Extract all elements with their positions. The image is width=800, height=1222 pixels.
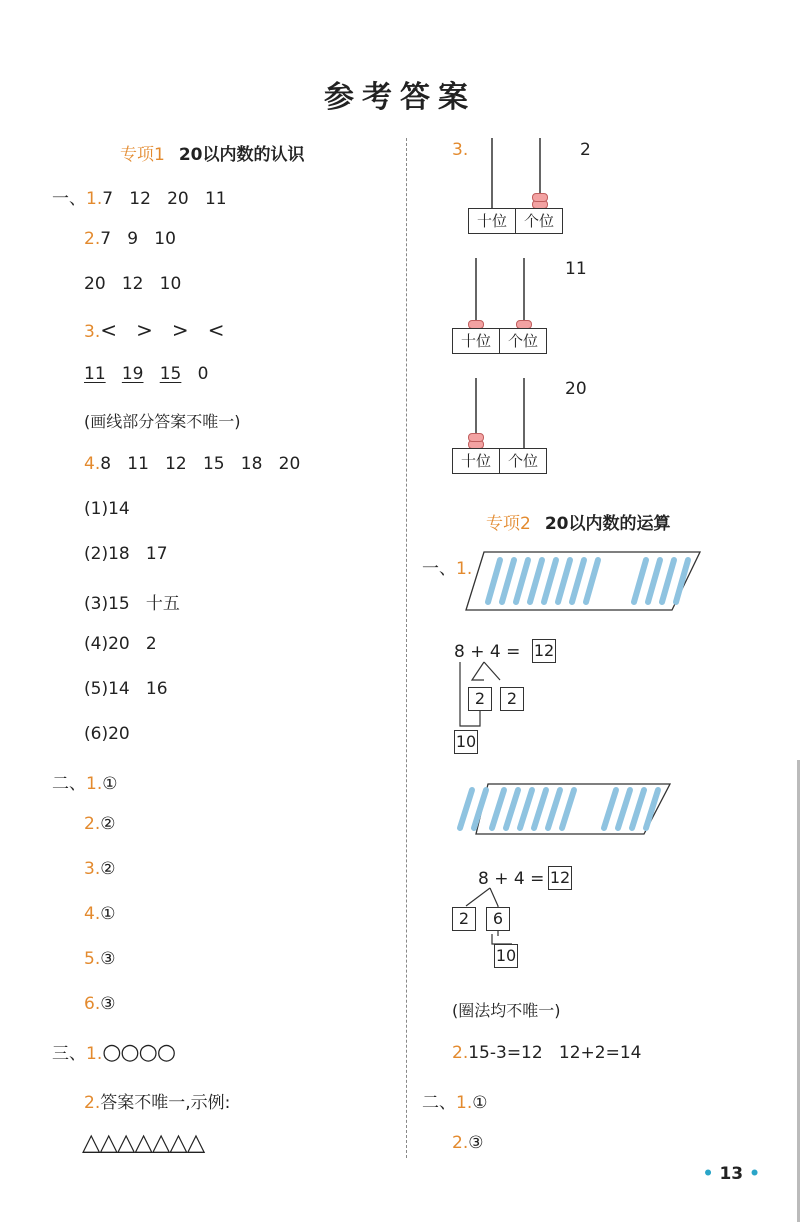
question-number: 1. — [456, 559, 473, 579]
note-text: (画线部分答案不唯一) — [84, 412, 241, 431]
question-number: 1. — [86, 1044, 103, 1064]
answer-text: 20 12 10 — [84, 274, 182, 294]
answer-text: ② — [100, 859, 116, 879]
question-row — [84, 318, 224, 342]
question-row — [52, 1039, 175, 1065]
equals-sign: = — [506, 642, 521, 662]
page-title: 参考答案 — [324, 80, 476, 115]
question-row — [84, 814, 115, 834]
question-row — [84, 859, 115, 879]
question-number: 5. — [84, 949, 101, 969]
operand: 4 — [513, 869, 525, 889]
section-tag: 专项2 — [486, 514, 531, 534]
question-number: 6. — [84, 994, 101, 1014]
sub-answer: (4)20 2 — [84, 634, 157, 654]
sub-answer: (2)18 17 — [84, 544, 168, 564]
question-row — [52, 769, 117, 794]
ones-rod — [523, 378, 525, 448]
abacus-value: 2 — [580, 140, 591, 160]
question-number: 2. — [452, 1043, 469, 1063]
answer-text: 7 9 10 — [100, 229, 176, 249]
question-row — [84, 904, 115, 924]
place-value-box — [468, 208, 563, 234]
sticks-group — [460, 790, 658, 828]
part-label: 一、 — [52, 189, 86, 209]
question-number: 3. — [84, 859, 101, 879]
page-number — [697, 1164, 766, 1184]
sticks-illustration — [448, 780, 674, 838]
operand: 4 — [489, 642, 501, 662]
question-number: 1. — [86, 189, 103, 209]
tens-rod — [475, 258, 477, 328]
operator: + — [494, 869, 509, 889]
split-box: 6 — [486, 907, 510, 931]
tens-label: 十位 — [460, 452, 491, 470]
question-number: 1. — [456, 1093, 473, 1113]
section-name: 20以内数的运算 — [544, 514, 671, 534]
answer-text: ③ — [468, 1133, 484, 1153]
question-number: 1. — [86, 774, 103, 794]
sum-box: 10 — [494, 944, 518, 968]
question-number: 3. — [84, 322, 101, 342]
question-number: 2. — [84, 814, 101, 834]
section-name: 20以内数的认识 — [178, 145, 305, 165]
part-label: 一、 — [422, 559, 456, 579]
bead — [468, 433, 484, 442]
sub-answer: (3)15 十五 — [84, 594, 180, 614]
operand: 8 — [478, 869, 489, 889]
underlined-answer: 15 — [159, 364, 182, 384]
question-number: 3. — [452, 140, 469, 160]
question-number: 2. — [452, 1133, 469, 1153]
answer-text: 答案不唯一,示例: — [100, 1093, 231, 1113]
ones-label: 个位 — [499, 329, 546, 353]
split-box: 2 — [452, 907, 476, 931]
ones-label: 个位 — [499, 449, 546, 473]
question-row — [84, 994, 115, 1014]
result-box: 12 — [548, 866, 572, 890]
answer-text: ① — [472, 1093, 488, 1113]
answer-text: 7 12 20 11 — [102, 189, 227, 209]
question-row — [84, 949, 115, 969]
tens-label: 十位 — [460, 332, 491, 350]
question-number: 2. — [84, 1093, 101, 1113]
question-row — [452, 1133, 483, 1153]
tens-rod — [491, 138, 493, 208]
triangles-answer: △△△△△△△ — [82, 1128, 205, 1156]
answer-text: ② — [100, 814, 116, 834]
place-value-box — [452, 328, 547, 354]
tens-label: 十位 — [476, 212, 507, 230]
split-box: 2 — [500, 687, 524, 711]
sub-answer: (6)20 — [84, 724, 130, 744]
question-row — [84, 364, 208, 384]
abacus — [452, 378, 548, 474]
question-number: 4. — [84, 454, 101, 474]
question-number: 4. — [84, 904, 101, 924]
equals-sign: = — [530, 869, 545, 889]
split-box: 2 — [468, 687, 492, 711]
operand: 8 — [454, 642, 465, 662]
sum-box: 10 — [454, 730, 478, 754]
sticks-illustration — [462, 548, 702, 614]
question-row — [84, 454, 300, 474]
answer-text: ① — [102, 774, 118, 794]
question-row — [84, 229, 176, 249]
sticks-group — [488, 560, 688, 602]
abacus-value: 11 — [565, 259, 587, 279]
section-tag: 专项1 — [120, 145, 165, 165]
section-heading-2 — [486, 509, 671, 534]
abacus-value: 20 — [565, 379, 587, 399]
answer-text: ③ — [100, 949, 116, 969]
answer-text: ③ — [100, 994, 116, 1014]
question-row — [52, 184, 227, 209]
section-heading-1 — [120, 140, 305, 165]
question-row — [84, 1088, 230, 1113]
column-divider — [406, 138, 407, 1158]
sub-answer: (5)14 16 — [84, 679, 168, 699]
sub-answer: (1)14 — [84, 499, 130, 519]
note-text: (圈法均不唯一) — [452, 1001, 561, 1020]
bullet-icon: • — [749, 1164, 760, 1184]
ones-label: 个位 — [515, 209, 562, 233]
circles-answer: ○○○○ — [102, 1040, 176, 1065]
result-box: 12 — [532, 639, 556, 663]
place-value-box — [452, 448, 547, 474]
answer-text: ① — [100, 904, 116, 924]
underlined-answer: 11 — [84, 364, 106, 384]
ones-rod — [523, 258, 525, 328]
answer-text: 0 — [197, 364, 209, 384]
answer-text: 15-3=12 12+2=14 — [468, 1043, 642, 1063]
question-row — [452, 1043, 641, 1063]
abacus — [452, 258, 548, 354]
part-label: 二、 — [52, 774, 86, 794]
equation-row — [454, 642, 520, 662]
part-label: 二、 — [422, 1093, 456, 1113]
operator: + — [470, 642, 485, 662]
question-number: 2. — [84, 229, 101, 249]
answer-text: < > > < — [100, 318, 225, 342]
abacus — [468, 138, 564, 234]
question-row — [422, 1088, 487, 1113]
page-number-text: 13 — [719, 1164, 744, 1184]
bead — [532, 193, 548, 202]
bullet-icon: • — [702, 1164, 714, 1184]
part-label: 三、 — [52, 1044, 86, 1064]
answer-text: 8 11 12 15 18 20 — [100, 454, 301, 474]
underlined-answer: 19 — [121, 364, 144, 384]
